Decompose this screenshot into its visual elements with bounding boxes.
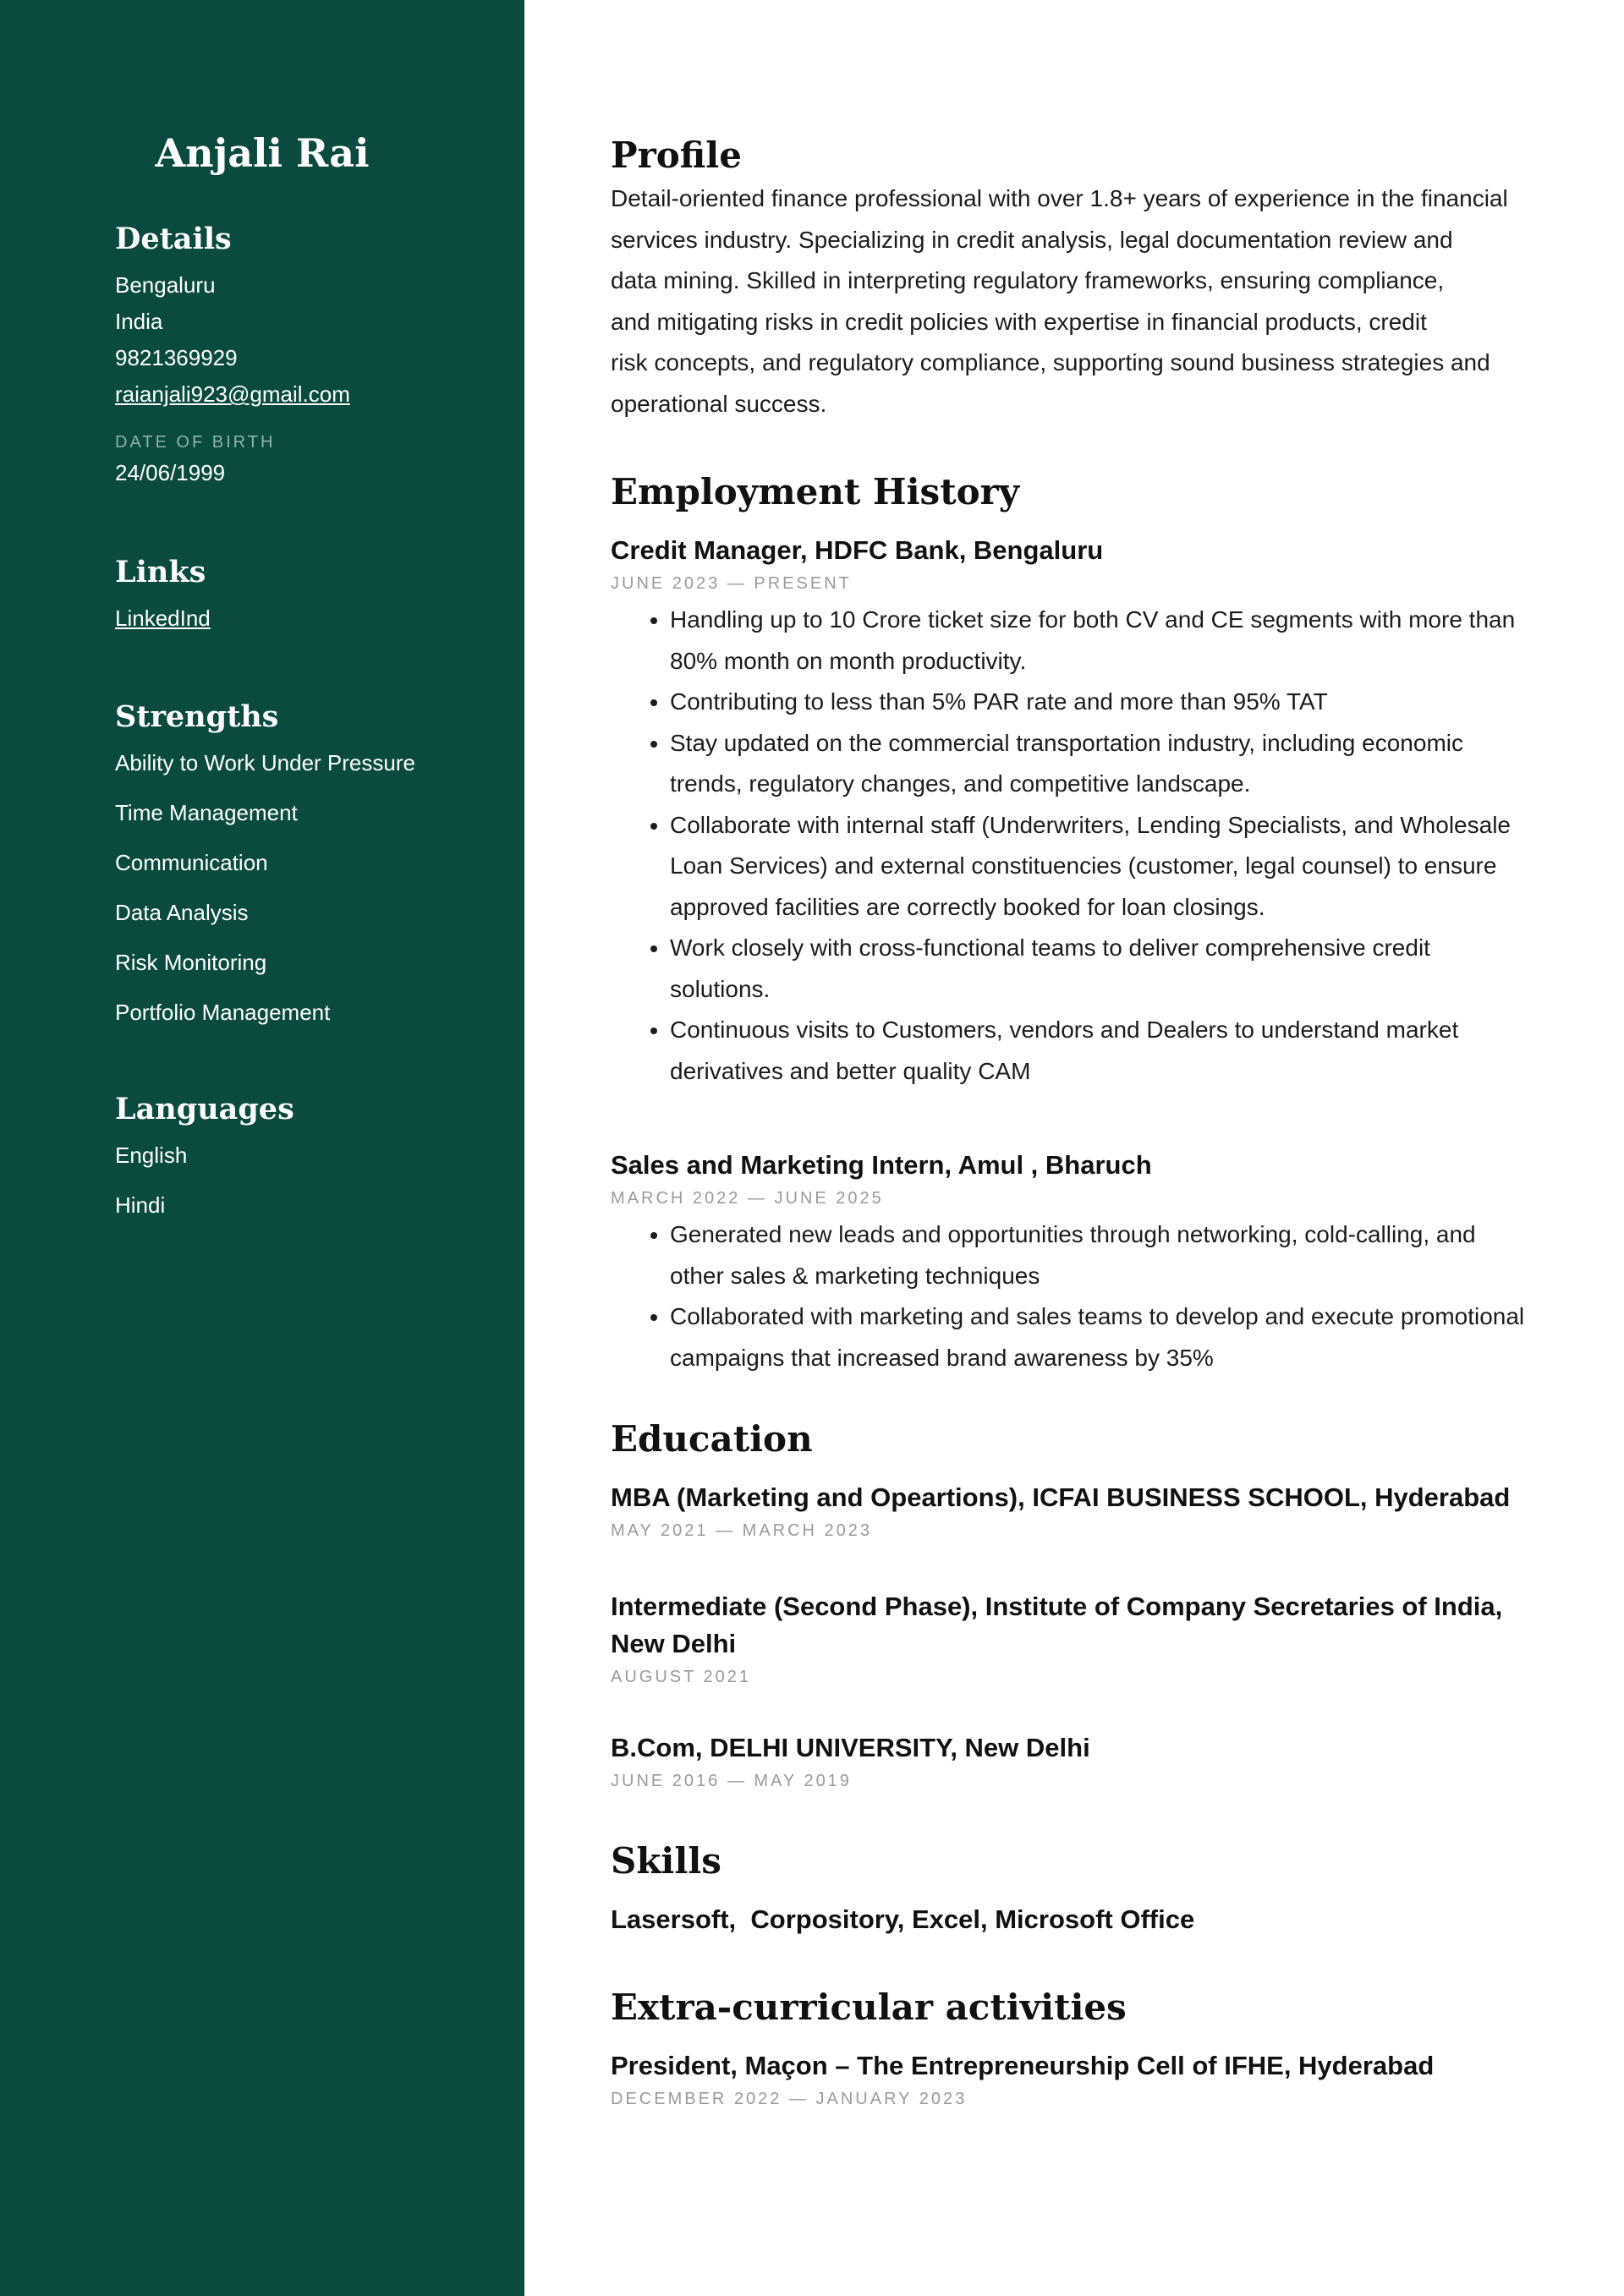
job-dates: JUNE 2023 — PRESENT xyxy=(611,574,852,593)
skills-heading: Skills xyxy=(611,1840,721,1882)
job-bullet: • Work closely with cross-functional teams to deliver comprehensive credit solutions. xyxy=(670,928,1533,1010)
strength-item: Data Analysis xyxy=(115,900,249,925)
strength-item: Portfolio Management xyxy=(115,1000,331,1025)
education-dates: AUGUST 2021 xyxy=(611,1668,752,1686)
links-section xyxy=(115,551,487,637)
skills-section xyxy=(611,1837,1533,1938)
extracurricular-heading: Extra-curricular activities xyxy=(611,1986,1127,2028)
job-dates: MARCH 2022 — JUNE 2025 xyxy=(611,1189,884,1208)
phone: 9821369929 xyxy=(115,345,238,370)
candidate-name: Anjali Rai xyxy=(155,130,370,176)
education-title: MBA (Marketing and Opeartions), ICFAI BUSINESS SCHOOL, Hyderabad xyxy=(611,1482,1511,1512)
education-entry-2 xyxy=(611,1588,1533,1693)
skills-list: Lasersoft, Corpository, Excel, Microsoft Office xyxy=(611,1904,1195,1934)
education-section xyxy=(611,1415,1533,1547)
education-dates: JUNE 2016 — MAY 2019 xyxy=(611,1772,852,1790)
profile-line: and mitigating risks in credit policies with expertise in financial products, credit xyxy=(611,308,1427,335)
details-section xyxy=(115,218,487,491)
email-link[interactable]: raianjali923@gmail.com xyxy=(115,381,350,407)
languages-section xyxy=(115,1088,487,1237)
profile-line: risk concepts, and regulatory compliance, supporting sound business strategies and xyxy=(611,349,1490,375)
sidebar xyxy=(0,0,524,2296)
profile-section xyxy=(611,131,1533,425)
job-bullet: • Contributing to less than 5% PAR rate and more than 95% TAT xyxy=(670,682,1533,723)
languages-heading: Languages xyxy=(115,1092,294,1126)
job-bullet: • Collaborate with internal staff (Underwriters, Lending Specialists, and Wholesale Loan Services) and external constituencies (customer, legal counsel) to ensure approved facilities are correctly booked for loan closings. xyxy=(670,805,1533,929)
employment-section xyxy=(611,468,1533,1092)
country: India xyxy=(115,309,163,334)
dob-value: 24/06/1999 xyxy=(115,460,226,485)
profile-line: Detail-oriented finance professional with over 1.8+ years of experience in the financial xyxy=(611,185,1508,211)
links-heading: Links xyxy=(115,555,206,589)
education-entry xyxy=(611,1479,1533,1543)
job-bullet: • Handling up to 10 Crore ticket size for both CV and CE segments with more than 80% month on month productivity. xyxy=(670,600,1533,682)
education-title-line: New Delhi xyxy=(611,1629,737,1658)
job-bullet: • Collaborated with marketing and sales teams to develop and execute promotional campaigns that increased brand awareness by 35% xyxy=(670,1296,1533,1378)
city: Bengaluru xyxy=(115,272,216,298)
strengths-heading: Strengths xyxy=(115,699,279,734)
profile-line: data mining. Skilled in interpreting regulatory frameworks, ensuring compliance, xyxy=(611,267,1445,293)
profile-line: services industry. Specializing in credit analysis, legal documentation review and xyxy=(611,226,1453,253)
activity-dates: DECEMBER 2022 — JANUARY 2023 xyxy=(611,2090,968,2108)
language-item: English xyxy=(115,1143,188,1168)
extracurricular-section xyxy=(611,1983,1533,2115)
education-title: B.Com, DELHI UNIVERSITY, New Delhi xyxy=(611,1733,1090,1762)
profile-heading: Profile xyxy=(611,134,742,176)
employment-heading: Employment History xyxy=(611,471,1020,512)
education-heading: Education xyxy=(611,1418,813,1460)
details-heading: Details xyxy=(115,222,232,256)
job-entry-2 xyxy=(611,1147,1533,1378)
strength-item: Time Management xyxy=(115,800,298,825)
linkedin-link[interactable]: LinkedInd xyxy=(115,606,211,631)
job-entry xyxy=(611,532,1533,1092)
education-dates: MAY 2021 — MARCH 2023 xyxy=(611,1521,873,1540)
activity-title: President, Maçon – The Entrepreneurship Cell of IFHE, Hyderabad xyxy=(611,2051,1435,2080)
job-bullet: • Continuous visits to Customers, vendors and Dealers to understand market derivatives and better quality CAM xyxy=(670,1010,1533,1092)
job-title: Credit Manager, HDFC Bank, Bengaluru xyxy=(611,535,1104,565)
education-title-line: Intermediate (Second Phase), Institute of Company Secretaries of India, xyxy=(611,1592,1503,1621)
language-item: Hindi xyxy=(115,1192,166,1218)
job-bullet: • Stay updated on the commercial transportation industry, including economic trends, regulatory changes, and competitive landscape. xyxy=(670,723,1533,805)
strengths-section xyxy=(115,696,487,1044)
job-title: Sales and Marketing Intern, Amul , Bharuch xyxy=(611,1150,1152,1180)
profile-line: operational success. xyxy=(611,390,827,417)
job-bullet: • Generated new leads and opportunities through networking, cold-calling, and other sales & marketing techniques xyxy=(670,1214,1533,1296)
education-entry-3 xyxy=(611,1729,1533,1797)
dob-label: DATE OF BIRTH xyxy=(115,433,276,452)
strength-item: Ability to Work Under Pressure xyxy=(115,750,415,775)
strength-item: Communication xyxy=(115,850,268,875)
strength-item: Risk Monitoring xyxy=(115,950,267,975)
